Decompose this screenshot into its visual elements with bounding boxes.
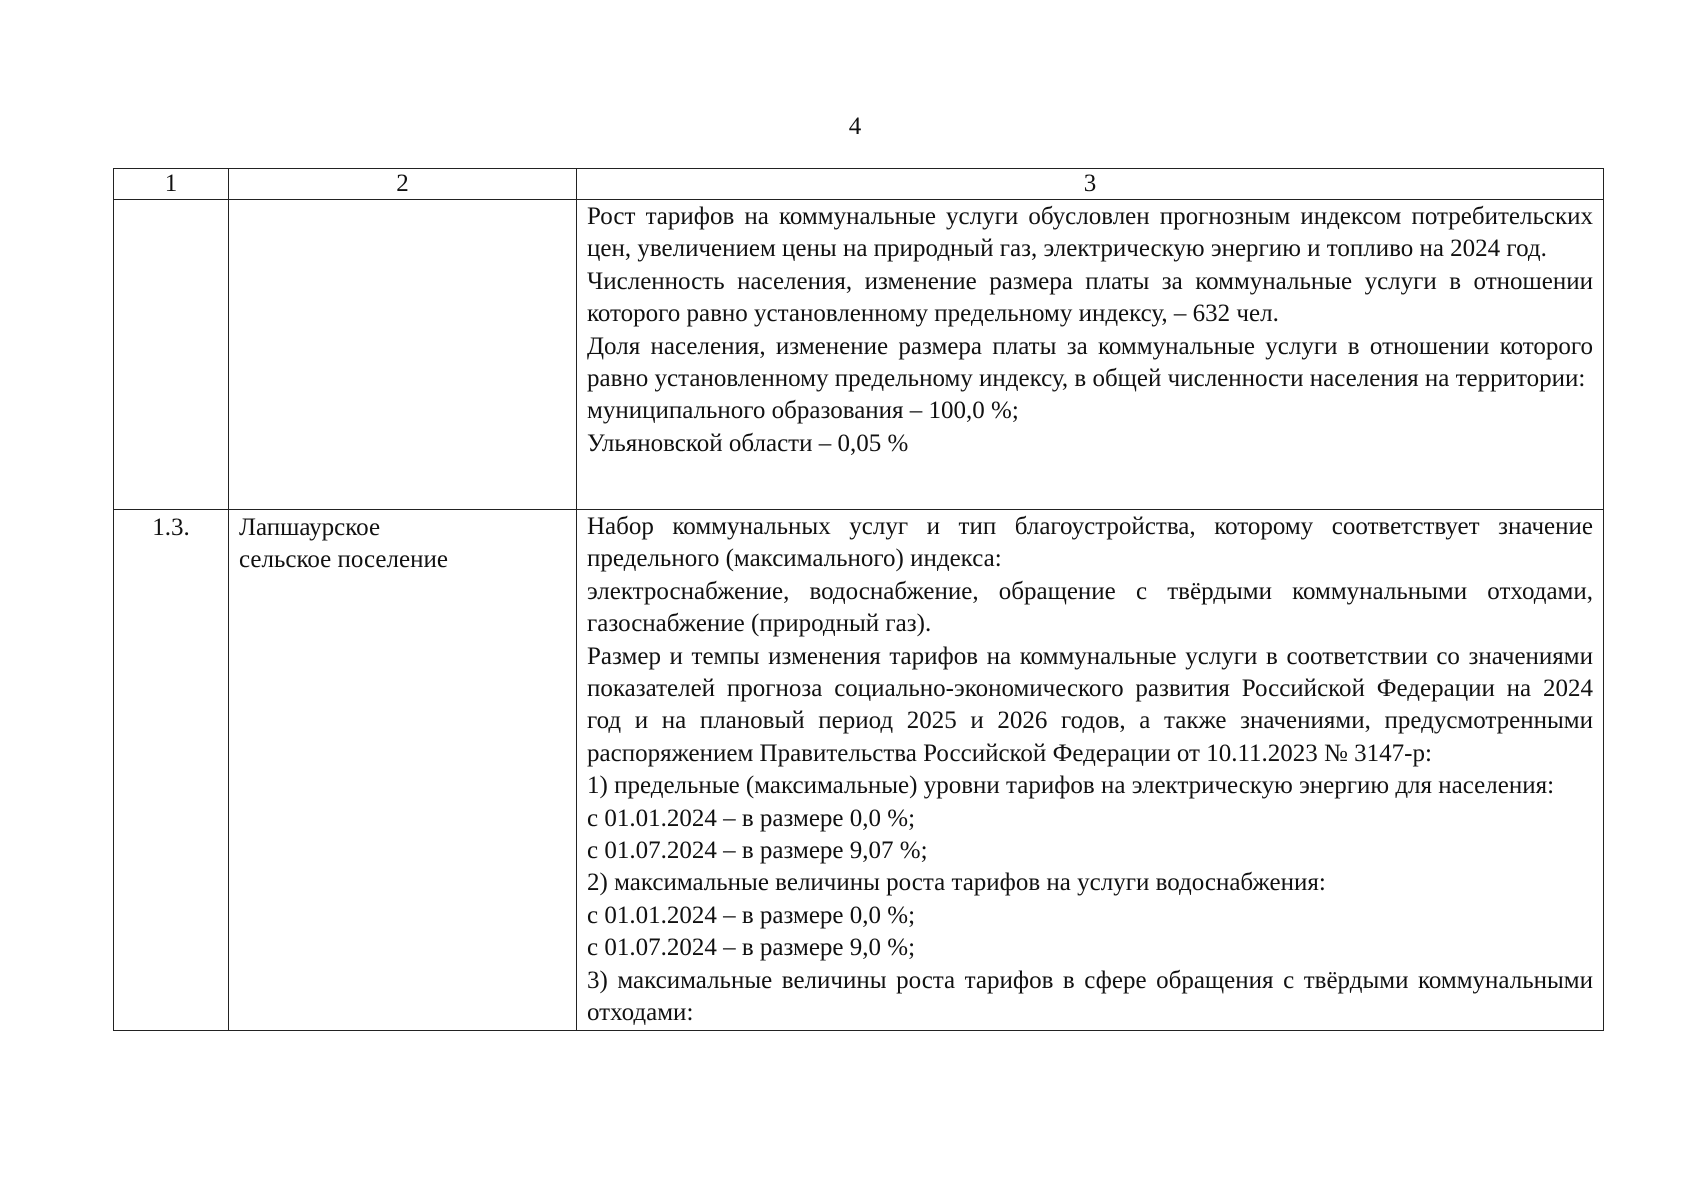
paragraph: муниципального образования – 100,0 %; [587, 397, 1019, 425]
description-cell [577, 510, 1604, 1031]
settlement-name-cell [229, 510, 577, 1031]
paragraph: с 01.07.2024 – в размере 9,07 %; [587, 837, 928, 865]
paragraph: Рост тарифов на коммунальные услуги обусловлен прогнозным индексом потребительских цен, увеличением цены на природный газ, электрическую энергию и топливо на 2024 год. [587, 203, 1593, 263]
settlement-name-line: сельское поселение [239, 546, 448, 574]
table-row-continuation [114, 200, 1604, 510]
page-number: 4 [848, 113, 862, 140]
tariff-table [113, 168, 1604, 1031]
paragraph: Численность населения, изменение размера платы за коммунальные услуги в отношении которого равно установленному предельному индексу, – 632 чел. [587, 267, 1593, 328]
column-header-1: 1 [114, 169, 229, 200]
paragraph: Доля населения, изменение размера платы за коммунальные услуги в отношении которого равно установленному предельному индексу, в общей численности населения на территории: [587, 332, 1593, 393]
paragraph: с 01.01.2024 – в размере 0,0 %; [587, 901, 916, 929]
paragraph: 1) предельные (максимальные) уровни тарифов на электрическую энергию для населения: [587, 772, 1555, 800]
paragraph: Размер и темпы изменения тарифов на коммунальные услуги в соответствии со значениями показателей прогноза социально-экономического развития Российской Федерации на 2024 год и на плановый период 2025 и 2026 годов, а также значениями, предусмотренными распоряжением Правительства Российской Федерации от 10.11.2023 № 3147-р: [587, 642, 1593, 767]
paragraph: 3) максимальные величины роста тарифов в сфере обращения с твёрдыми коммунальными отходами: [587, 966, 1593, 1027]
paragraph: с 01.01.2024 – в размере 0,0 %; [587, 804, 916, 832]
column-header-3: 3 [577, 169, 1604, 200]
paragraph: Набор коммунальных услуг и тип благоустройства, которому соответствует значение предельного (максимального) индекса: [587, 513, 1593, 573]
paragraph: электроснабжение, водоснабжение, обращение с твёрдыми коммунальными отходами, газоснабжение (природный газ). [587, 577, 1593, 638]
table-header-row [114, 169, 1604, 200]
description-cell [577, 200, 1604, 510]
settlement-name-line: Лапшаурское [239, 514, 381, 541]
table-row-1-3 [114, 510, 1604, 1031]
column-header-2: 2 [229, 169, 577, 200]
paragraph: с 01.07.2024 – в размере 9,0 %; [587, 934, 916, 962]
row-number-cell [114, 200, 229, 510]
paragraph: Ульяновской области – 0,05 % [587, 429, 909, 457]
row-number-cell: 1.3. [114, 510, 229, 1031]
paragraph: 2) максимальные величины роста тарифов на услуги водоснабжения: [587, 869, 1326, 897]
settlement-name-cell [229, 200, 577, 510]
